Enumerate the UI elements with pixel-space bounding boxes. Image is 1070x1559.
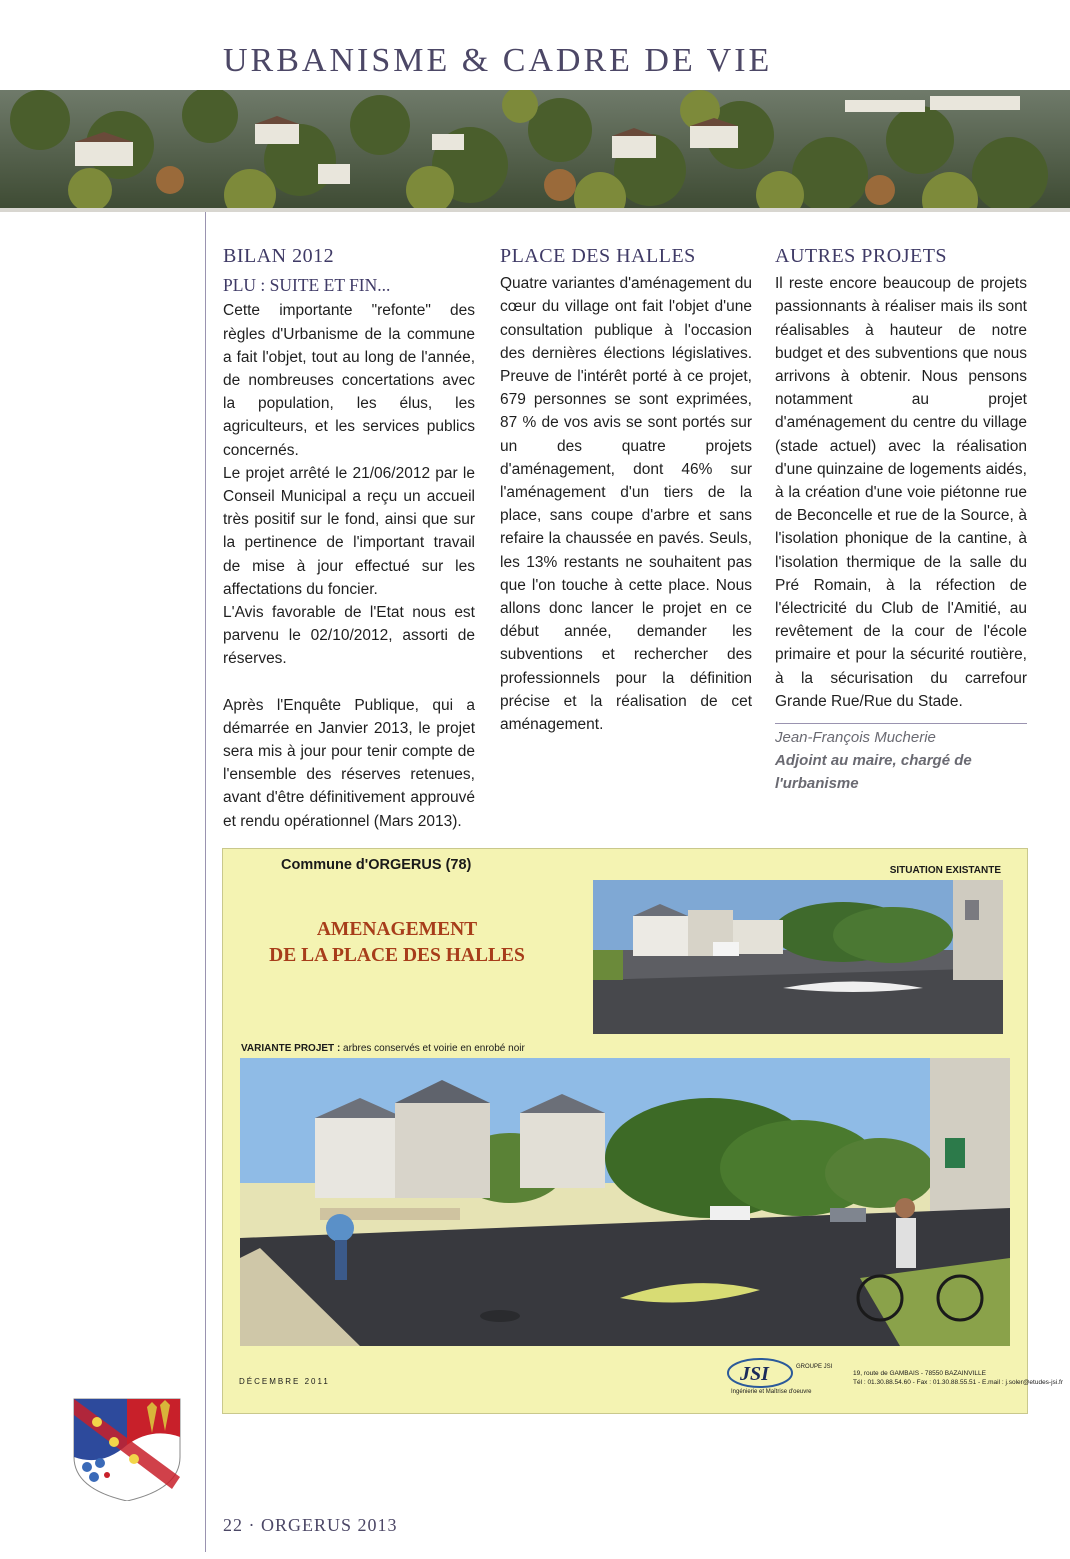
paragraph: Après l'Enquête Publique, qui a démarrée en Janvier 2013, le projet sera mis à jour pour tenir compte de l'ensemble des réserves retenues, avant d'être définitivement approuvé et rendu opérationnel (Mars 2013). — [223, 696, 475, 830]
section-title-autres-projets: AUTRES PROJETS — [775, 245, 948, 267]
subtitle-plu: PLU : SUITE ET FIN... — [223, 275, 391, 296]
variante-label: VARIANTE PROJET : — [241, 1043, 341, 1054]
poster-title-line2: DE LA PLACE DES HALLES — [269, 945, 525, 966]
column-bilan-2012 — [223, 245, 475, 833]
poster-title-line1: AMENAGEMENT — [316, 919, 478, 940]
poster-date: DÉCEMBRE 2011 — [239, 1377, 330, 1386]
section-title-place-des-halles: PLACE DES HALLES — [500, 245, 696, 267]
jsi-subtitle: Ingénierie et Maîtrise d'oeuvre — [731, 1389, 812, 1395]
column-place-des-halles — [500, 245, 752, 736]
paragraph: Le projet arrêté le 21/06/2012 par le Conseil Municipal a reçu un accueil très positif sur le fond, ainsi que sur la pertinence de l'important travail de mise à jour effectué sur les affectations du foncier. — [223, 464, 475, 598]
orgerus-coat-of-arms — [72, 1397, 182, 1501]
poster-commune: Commune d'ORGERUS (78) — [281, 857, 472, 873]
variante-text: arbres conservés et voirie en enrobé noir — [340, 1043, 525, 1054]
project-poster — [222, 848, 1064, 1414]
signature-name: Jean-François Mucherie — [775, 729, 936, 747]
svg-text:JSI: JSI — [740, 1363, 769, 1385]
jsi-address-line: 19, route de GAMBAIS - 78550 BAZAINVILLE — [853, 1370, 986, 1377]
existing-situation-photo — [593, 880, 1003, 1034]
page-header-title: URBANISME & CADRE DE VIE — [223, 42, 773, 79]
variante-project-render — [240, 1058, 1010, 1346]
paragraph: Quatre variantes d'aménagement du cœur du village ont fait l'objet d'une consultation publique à l'occasion des dernières élections législatives. Preuve de l'intérêt porté à ce projet, 679 personnes se sont exprimées, 87 % de vos avis se sont portés sur un des quatre projets d'aménagement, dont 46% sur l'aménagement d'un tiers de la place, sans coupe d'arbre et sans refaire la chaussée en pavés. Seuls, les 13% restants ne souhaitent pas que l'on touche à cette place. Nous allons donc lancer le projet en ce début année, demander les subventions et rechercher des professionnels pour la définition précise et la réalisation de cet aménagement. — [500, 275, 752, 734]
paragraph: Il reste encore beaucoup de projets passionnants à réaliser mais ils sont réalisables à hauteur de notre budget et des subventions que nous arrivons à obtenir. Nous pensons notamment au projet d'aménagement du centre du village (stade actuel) avec la réalisation d'une quinzaine de logements aidés, à la création d'une voie piétonne rue de Beconcelle et rue de la Source, à l'isolation phonique de la cantine, à l'isolation thermique de la salle du Pré Romain, à la réfection de l'électricité du Club de l'Amitié, au revêtement de la cour de l'école primaire et pour la sécurité routière, à la sécurisation du carrefour Grande Rue/Rue du Stade. — [775, 275, 1027, 710]
section-title-bilan: BILAN 2012 — [223, 245, 335, 267]
jsi-contact-line: Tél : 01.30.88.54.60 - Fax : 01.30.88.55.51 - E.mail : j.soler@etudes-jsi.fr — [853, 1379, 1064, 1386]
variante-caption — [241, 1043, 525, 1054]
paragraph: L'Avis favorable de l'Etat nous est parvenu le 02/10/2012, assorti de réserves. — [223, 604, 475, 668]
paragraph: Cette importante "refonte" des règles d'Urbanisme de la commune a fait l'objet, tout au long de l'année, de nombreuses concertations avec la population, les élus, les agriculteurs, et les services publics concernés. — [223, 302, 475, 459]
jsi-address — [853, 1369, 1063, 1387]
jsi-logo — [726, 1356, 846, 1390]
poster-situation-label: SITUATION EXISTANTE — [889, 865, 1001, 876]
signature-role: Adjoint au maire, chargé de l'urbanisme — [775, 752, 972, 793]
svg-text:GROUPE JSI: GROUPE JSI — [796, 1364, 833, 1370]
page-footer: 22 · ORGERUS 2013 — [223, 1515, 398, 1535]
column-divider — [205, 212, 206, 1552]
column-autres-projets — [775, 245, 1027, 795]
aerial-village-photo — [0, 90, 1070, 212]
signature-block — [775, 723, 1027, 795]
